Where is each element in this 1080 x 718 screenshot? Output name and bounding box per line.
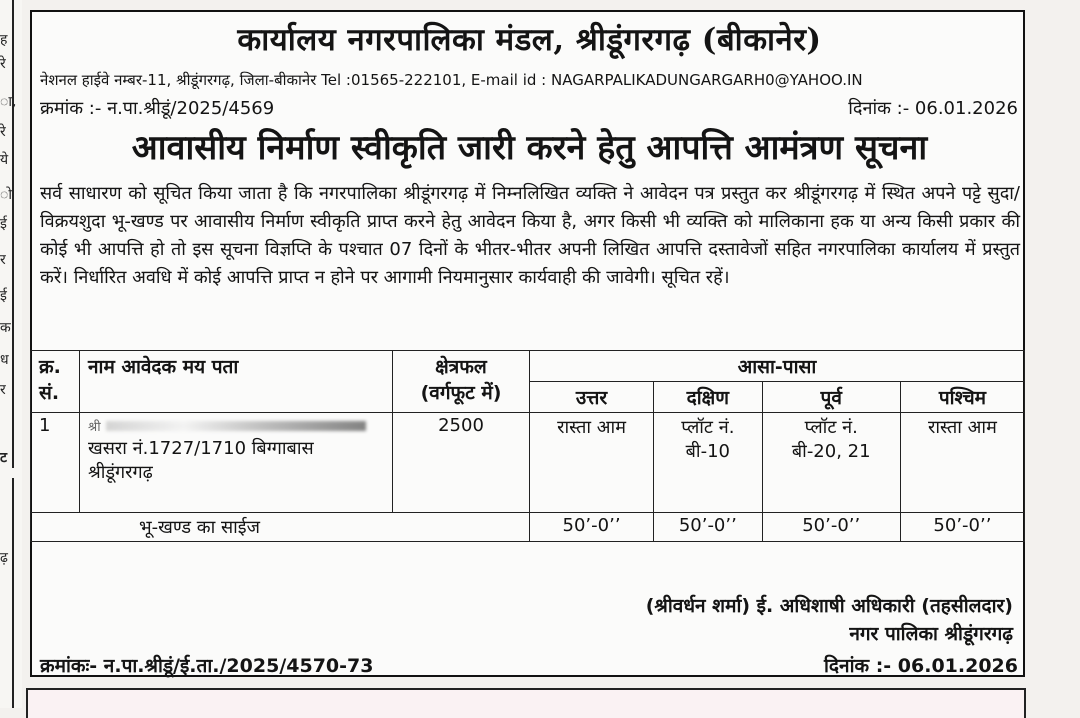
office-contact: नेशनल हाईवे नम्बर-11, श्रीडूंगरगढ़, जिला-बीकानेर Tel :01565-222101, E-mail id : NAGARPALIKADUNGARGARH0@YAHOO.IN [40, 71, 863, 89]
col-header-name: नाम आवेदक मय पता [80, 351, 393, 413]
column-rule [12, 478, 14, 708]
signatory-office: नगर पालिका श्रीडूंगरगढ़ [849, 623, 1013, 645]
strip-char: क [0, 320, 11, 336]
notice-body: सर्व साधारण को सूचित किया जाता है कि नगरपालिका श्रीडूंगरगढ़ में निम्नलिखित व्यक्ति ने आवेदन पत्र प्रस्तुत कर श्रीडूंगरगढ़ में स्थित अपने पट्टे सुदा/विक्रयशुदा भू-खण्ड पर आवासीय निर्माण स्वीकृति प्राप्त करने हेतु आवेदन किया है, अगर किसी भी व्यक्ति को मालिकाना हक या अन्य किसी प्रकार की कोई भी आपत्ति हो तो इस सूचना विज्ञप्ति के पश्चात 07 दिनों के भीतर-भीतर अपनी लिखित आपत्ति दस्तावेजों सहित नगरपालिका कार्यालय में प्रस्तुत करें। निर्धारित अवधि में कोई आपत्ति प्राप्त न होने पर आगामी नियमानुसार कार्यवाही की जावेगी। सूचित रहें। [40, 183, 1020, 288]
notice-subject: आवासीय निर्माण स्वीकृति जारी करने हेतु आपत्ति आमंत्रण सूचना [131, 128, 928, 168]
cell-west: रास्ता आम [900, 413, 1024, 513]
col-header-south: दक्षिण [654, 382, 762, 413]
cell-area: 2500 [393, 413, 530, 513]
strip-char: ई [0, 288, 7, 304]
footer-reference-row [40, 652, 1018, 678]
col-header-east: पूर्व [762, 382, 900, 413]
footer-date: दिनांक :- 06.01.2026 [824, 655, 1018, 677]
header-text: सं. [39, 382, 60, 404]
col-header-sno [31, 351, 80, 413]
col-header-area [393, 351, 530, 413]
redaction-blur [106, 421, 366, 431]
strip-char: ा, [0, 94, 17, 110]
col-header-surroundings: आसा-पासा [530, 351, 1025, 382]
size-north: 50’-0’’ [530, 513, 654, 542]
next-notice-box [26, 688, 1026, 718]
cell-line: बी-10 [685, 441, 730, 462]
applicant-address-line: खसरा नं.1727/1710 बिग्गाबास [88, 438, 314, 459]
notice-date: दिनांक :- 06.01.2026 [848, 98, 1018, 119]
col-header-north: उत्तर [530, 382, 654, 413]
footer-reference-number: क्रमांकः- न.पा.श्रीडूं/ई.ता./2025/4570-73 [40, 655, 374, 677]
size-south: 50’-0’’ [654, 513, 762, 542]
header-text: (वर्गफूट में) [420, 382, 502, 404]
strip-char: रे [0, 124, 6, 140]
plot-size-label: भू-खण्ड का साईज [31, 513, 530, 542]
cell-line: प्लॉट नं. [681, 417, 735, 438]
cell-line: बी-20, 21 [791, 441, 871, 462]
cell-line: प्लॉट नं. [804, 417, 858, 438]
adjacent-column-strip [0, 0, 22, 708]
public-notice [30, 10, 1025, 677]
strip-char: ट [0, 450, 8, 466]
reference-number: क्रमांक :- न.पा.श्रीडूं/2025/4569 [40, 98, 275, 119]
office-title: कार्यालय नगरपालिका मंडल, श्रीडूंगरगढ़ (बीकानेर) [237, 22, 822, 58]
strip-char: ई [0, 216, 7, 232]
reference-row [40, 96, 1018, 120]
applicant-address-line: श्रीडूंगरगढ़ [88, 462, 153, 483]
cell-south [654, 413, 762, 513]
cell-sno: 1 [31, 413, 80, 513]
signatory-line: (श्रीवर्धन शर्मा) ई. अधिशाषी अधिकारी (तहसीलदार) [645, 595, 1013, 617]
strip-char: ध [0, 352, 9, 368]
header-text: क्र. [39, 356, 61, 378]
header-text: क्षेत्रफल [435, 356, 487, 378]
strip-char: ढ़ [0, 550, 8, 566]
cell-north: रास्ता आम [530, 413, 654, 513]
strip-char: र [0, 252, 6, 268]
strip-char: र [0, 382, 6, 398]
col-header-west: पश्चिम [900, 382, 1024, 413]
size-west: 50’-0’’ [900, 513, 1024, 542]
cell-applicant [80, 413, 393, 513]
cell-east [762, 413, 900, 513]
table-row [31, 413, 1025, 513]
plot-size-row [31, 513, 1025, 542]
strip-char: ये [0, 152, 9, 168]
strip-char: रे [0, 56, 6, 72]
name-prefix: श्री [88, 420, 101, 435]
size-east: 50’-0’’ [762, 513, 900, 542]
applicant-table [30, 350, 1025, 542]
applicant-name-redacted [88, 415, 384, 436]
column-rule [12, 0, 14, 468]
strip-char: ो [0, 187, 12, 203]
strip-char: ह [0, 32, 8, 48]
